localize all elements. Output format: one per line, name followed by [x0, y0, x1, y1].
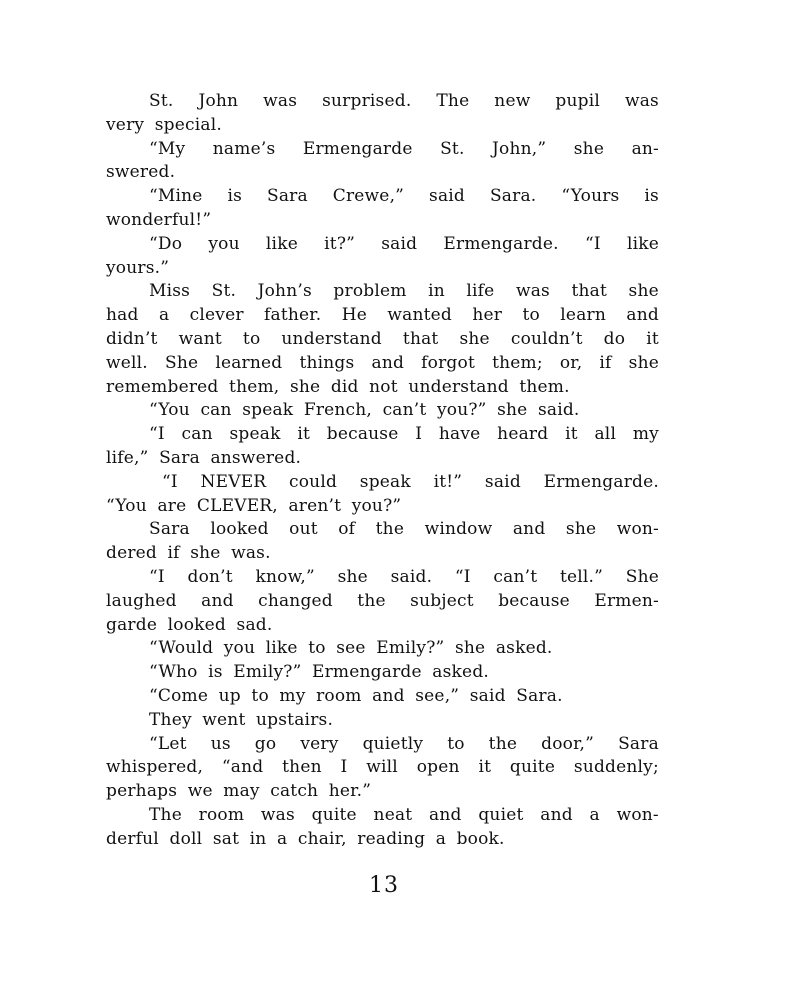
text-line: garde looked sad.: [106, 614, 273, 635]
text-line: laughed and changed the subject because Ermen-: [106, 590, 659, 611]
text-line: remembered them, she did not understand them.: [106, 376, 570, 397]
page-number: 13: [369, 873, 399, 898]
text-line: “Mine is Sara Crewe,” said Sara. “Yours is: [149, 186, 659, 207]
text-line: St. John was surprised. The new pupil was: [149, 91, 659, 111]
text-line: Miss St. John’s problem in life was that she: [149, 281, 659, 302]
text-line: didn’t want to understand that she couldn’t do it: [106, 328, 659, 349]
text-line: “Would you like to see Emily?” she asked.: [149, 638, 553, 659]
text-line: “I NEVER could speak it!” said Ermengarde.: [162, 471, 659, 492]
text-line: perhaps we may catch her.”: [106, 781, 372, 802]
text-line: “Come up to my room and see,” said Sara.: [149, 685, 563, 706]
text-line: wonderful!”: [106, 209, 212, 230]
text-line: swered.: [106, 162, 176, 183]
text-line: “Let us go very quietly to the door,” Sara: [149, 733, 659, 754]
text-line: life,” Sara answered.: [106, 447, 302, 468]
text-line: “My name’s Ermengarde St. John,” she an-: [149, 138, 659, 159]
text-line: “You can speak French, can’t you?” she said.: [149, 400, 580, 421]
text-line: had a clever father. He wanted her to learn and: [106, 305, 659, 326]
text-line: “I can speak it because I have heard it all my: [149, 424, 659, 445]
text-line: dered if she was.: [106, 543, 271, 564]
text-line: Sara looked out of the window and she won-: [149, 519, 659, 540]
text-line: The room was quite neat and quiet and a won-: [149, 804, 659, 825]
text-line: “I don’t know,” she said. “I can’t tell.” She: [149, 566, 659, 587]
book-page-text: [106, 90, 659, 852]
text-line: They went upstairs.: [149, 709, 334, 730]
text-line: “You are CLEVER, aren’t you?”: [106, 495, 402, 516]
text-line: whispered, “and then I will open it quite suddenly;: [106, 757, 659, 778]
text-line: yours.”: [106, 257, 170, 278]
text-line: well. She learned things and forgot them; or, if she: [106, 352, 659, 373]
text-line: derful doll sat in a chair, reading a book.: [106, 828, 505, 849]
text-line: “Do you like it?” said Ermengarde. “I like: [149, 233, 659, 254]
text-line: very special.: [106, 114, 222, 135]
text-line: “Who is Emily?” Ermengarde asked.: [149, 662, 490, 683]
